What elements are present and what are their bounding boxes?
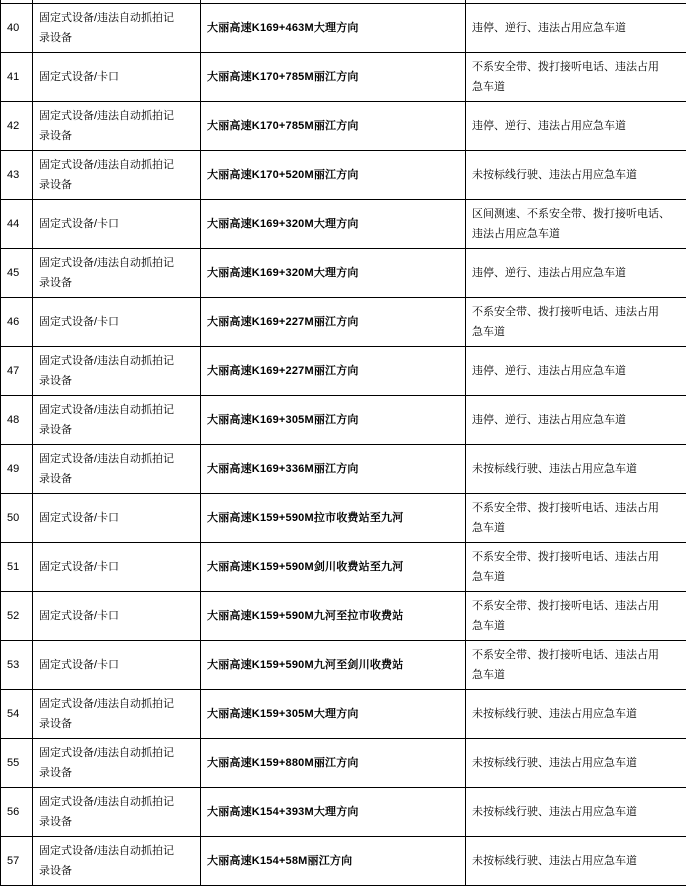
cell-device-location: 大丽高速K159+305M大理方向 (201, 690, 466, 739)
table-row (1, 102, 686, 151)
table-body (1, 0, 686, 886)
table-row (1, 4, 686, 53)
cell-device-location: 大丽高速K169+463M大理方向 (201, 4, 466, 53)
cell-violation-types: 未按标线行驶、违法占用应急车道 (466, 690, 686, 739)
cell-index: 50 (1, 494, 33, 543)
cell-device-location: 大丽高速K169+227M丽江方向 (201, 347, 466, 396)
cell-device-location: 大丽高速K170+520M丽江方向 (201, 151, 466, 200)
cell-device-type: 固定式设备/违法自动抓拍记 录设备 (33, 837, 201, 886)
cell-device-type: 固定式设备/违法自动抓拍记 录设备 (33, 102, 201, 151)
table-row (1, 788, 686, 837)
cell-index: 51 (1, 543, 33, 592)
table-row (1, 837, 686, 886)
cell-violation-types: 不系安全带、拨打接听电话、违法占用 急车道 (466, 53, 686, 102)
cell-violation-types: 未按标线行驶、违法占用应急车道 (466, 739, 686, 788)
table-row (1, 347, 686, 396)
cell-device-type: 固定式设备/违法自动抓拍记 录设备 (33, 249, 201, 298)
cell-device-type: 固定式设备/卡口 (33, 200, 201, 249)
cell-violation-types: 未按标线行驶、违法占用应急车道 (466, 837, 686, 886)
cell-index: 56 (1, 788, 33, 837)
cell-violation-types: 未按标线行驶、违法占用应急车道 (466, 788, 686, 837)
cell-violation-types: 未按标线行驶、违法占用应急车道 (466, 151, 686, 200)
cell-index: 52 (1, 592, 33, 641)
cell-violation-types: 违停、逆行、违法占用应急车道 (466, 396, 686, 445)
cell-index: 54 (1, 690, 33, 739)
cell-device-location: 大丽高速K159+880M丽江方向 (201, 739, 466, 788)
cell-device-type: 固定式设备/卡口 (33, 592, 201, 641)
cell-index: 55 (1, 739, 33, 788)
cell-device-location: 大丽高速K169+305M丽江方向 (201, 396, 466, 445)
cell-device-type: 固定式设备/违法自动抓拍记 录设备 (33, 396, 201, 445)
cell-index: 48 (1, 396, 33, 445)
table-row (1, 592, 686, 641)
table-row (1, 396, 686, 445)
cell-violation-types: 不系安全带、拨打接听电话、违法占用 急车道 (466, 641, 686, 690)
cell-index: 49 (1, 445, 33, 494)
cell-device-location: 大丽高速K169+336M丽江方向 (201, 445, 466, 494)
table-row (1, 200, 686, 249)
cell-violation-types: 不系安全带、拨打接听电话、违法占用 急车道 (466, 494, 686, 543)
cell-device-location: 大丽高速K170+785M丽江方向 (201, 102, 466, 151)
cell-device-type: 固定式设备/卡口 (33, 641, 201, 690)
cell-device-type: 固定式设备/卡口 (33, 543, 201, 592)
cell-violation-types: 不系安全带、拨打接听电话、违法占用 急车道 (466, 298, 686, 347)
cell-index: 57 (1, 837, 33, 886)
table-row (1, 53, 686, 102)
cell-device-location: 大丽高速K169+320M大理方向 (201, 200, 466, 249)
cell-device-type: 固定式设备/卡口 (33, 494, 201, 543)
cell-device-type: 固定式设备/违法自动抓拍记 录设备 (33, 445, 201, 494)
cell-device-location: 大丽高速K159+590M剑川收费站至九河 (201, 543, 466, 592)
table-row (1, 445, 686, 494)
cell-violation-types: 区间测速、不系安全带、拨打接听电话、 违法占用应急车道 (466, 200, 686, 249)
cell-device-location: 大丽高速K159+590M拉市收费站至九河 (201, 494, 466, 543)
cell-index: 43 (1, 151, 33, 200)
cell-device-type: 固定式设备/违法自动抓拍记 录设备 (33, 788, 201, 837)
table-row (1, 151, 686, 200)
table-row (1, 641, 686, 690)
cell-index: 42 (1, 102, 33, 151)
cell-device-type: 固定式设备/违法自动抓拍记 录设备 (33, 347, 201, 396)
cell-index: 47 (1, 347, 33, 396)
cell-device-location: 大丽高速K169+320M大理方向 (201, 249, 466, 298)
cell-device-location: 大丽高速K170+785M丽江方向 (201, 53, 466, 102)
cell-violation-types: 违停、逆行、违法占用应急车道 (466, 4, 686, 53)
cell-device-type: 固定式设备/违法自动抓拍记 录设备 (33, 4, 201, 53)
cell-device-type: 固定式设备/违法自动抓拍记 录设备 (33, 690, 201, 739)
cell-device-type: 固定式设备/卡口 (33, 53, 201, 102)
table-row (1, 739, 686, 788)
cell-violation-types: 违停、逆行、违法占用应急车道 (466, 249, 686, 298)
table-row (1, 543, 686, 592)
cell-index: 46 (1, 298, 33, 347)
cell-device-type: 固定式设备/违法自动抓拍记 录设备 (33, 151, 201, 200)
cell-violation-types: 违停、逆行、违法占用应急车道 (466, 102, 686, 151)
table-row (1, 494, 686, 543)
cell-violation-types: 未按标线行驶、违法占用应急车道 (466, 445, 686, 494)
cell-index: 40 (1, 4, 33, 53)
cell-violation-types: 不系安全带、拨打接听电话、违法占用 急车道 (466, 543, 686, 592)
table-row (1, 249, 686, 298)
cell-device-type: 固定式设备/违法自动抓拍记 录设备 (33, 739, 201, 788)
cell-index: 44 (1, 200, 33, 249)
cell-device-type: 固定式设备/卡口 (33, 298, 201, 347)
cell-device-location: 大丽高速K154+58M丽江方向 (201, 837, 466, 886)
cell-device-location: 大丽高速K154+393M大理方向 (201, 788, 466, 837)
cell-index: 53 (1, 641, 33, 690)
cell-violation-types: 违停、逆行、违法占用应急车道 (466, 347, 686, 396)
cell-device-location: 大丽高速K169+227M丽江方向 (201, 298, 466, 347)
table-row (1, 690, 686, 739)
table-row (1, 298, 686, 347)
cell-device-location: 大丽高速K159+590M九河至剑川收费站 (201, 641, 466, 690)
cell-violation-types: 不系安全带、拨打接听电话、违法占用 急车道 (466, 592, 686, 641)
cell-index: 41 (1, 53, 33, 102)
cell-index: 45 (1, 249, 33, 298)
cell-device-location: 大丽高速K159+590M九河至拉市收费站 (201, 592, 466, 641)
